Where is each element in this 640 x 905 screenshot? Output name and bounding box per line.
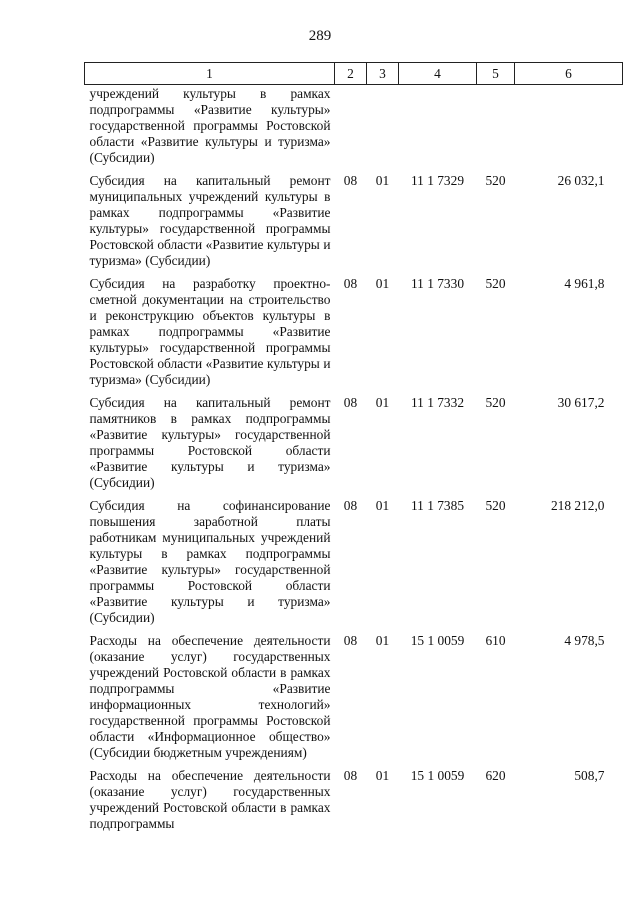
row-description: учреждений культуры в рамках подпрограммы «Развитие культуры» государственной программы Ростовской области «Развитие культуры и туризма» (Субсидии) <box>89 86 331 165</box>
row-amount: 4 978,5 <box>564 633 605 648</box>
header-col-5: 5 <box>477 63 515 85</box>
row-description: Субсидия на капитальный ремонт памятников в рамках подпрограммы «Развитие культуры» государственной программы Ростовской области «Развитие культуры и туризма» (Субсидии) <box>89 395 331 490</box>
row-description: Расходы на обеспечение деятельности (оказание услуг) государственных учреждений Ростовской области в рамках подпрограммы <box>89 768 331 831</box>
table-row <box>85 633 623 768</box>
row-expense-type: 520 <box>485 276 506 291</box>
row-expense-type <box>477 85 515 174</box>
header-col-1: 1 <box>85 63 335 85</box>
row-target-code: 11 1 7385 <box>410 498 465 513</box>
row-target-code <box>399 85 477 174</box>
row-subsection: 01 <box>375 395 390 410</box>
row-target-code: 11 1 7330 <box>410 276 465 291</box>
header-col-2: 2 <box>335 63 367 85</box>
row-amount: 508,7 <box>574 768 605 783</box>
row-amount: 218 212,0 <box>550 498 605 513</box>
row-description: Субсидия на капитальный ремонт муниципальных учреждений культуры в рамках подпрограммы «Развитие культуры» государственной программы Ростовской области «Развитие культуры и туризма» (Субсидии) <box>89 173 331 268</box>
header-col-3: 3 <box>367 63 399 85</box>
row-amount: 26 032,1 <box>557 173 605 188</box>
row-section: 08 <box>343 173 358 188</box>
table-row <box>85 395 623 498</box>
page-number: 289 <box>308 28 332 44</box>
row-section: 08 <box>343 395 358 410</box>
row-description: Расходы на обеспечение деятельности (оказание услуг) государственных учреждений Ростовской области в рамках подпрограммы «Развитие информационных технологий» государственной программы Ростовской области «Информационное общество» (Субсидии бюджетным учреждениям) <box>89 633 331 760</box>
row-description: Субсидия на разработку проектно-сметной документации на строительство и реконструкцию объектов культуры в рамках подпрограммы «Развитие культуры» государственной программы Ростовской области «Развитие культуры и туризма» (Субсидии) <box>89 276 331 387</box>
row-section: 08 <box>343 276 358 291</box>
row-target-code: 15 1 0059 <box>410 768 465 783</box>
header-col-4: 4 <box>399 63 477 85</box>
row-expense-type: 520 <box>485 395 506 410</box>
row-subsection: 01 <box>375 276 390 291</box>
table-row <box>85 276 623 395</box>
row-subsection: 01 <box>375 498 390 513</box>
row-section <box>335 85 367 174</box>
row-amount: 4 961,8 <box>564 276 605 291</box>
row-expense-type: 520 <box>485 498 506 513</box>
row-subsection: 01 <box>375 633 390 648</box>
header-col-6: 6 <box>515 63 623 85</box>
row-expense-type: 610 <box>485 633 506 648</box>
row-expense-type: 620 <box>485 768 506 783</box>
table-row <box>85 173 623 276</box>
row-target-code: 15 1 0059 <box>410 633 465 648</box>
row-amount <box>515 85 623 174</box>
row-section: 08 <box>343 633 358 648</box>
row-subsection: 01 <box>375 173 390 188</box>
row-subsection: 01 <box>375 768 390 783</box>
row-section: 08 <box>343 768 358 783</box>
table-row <box>85 768 623 839</box>
table-row <box>85 85 623 174</box>
table-row <box>85 498 623 633</box>
row-target-code: 11 1 7332 <box>410 395 465 410</box>
row-expense-type: 520 <box>485 173 506 188</box>
row-subsection <box>367 85 399 174</box>
budget-table <box>84 62 623 839</box>
row-amount: 30 617,2 <box>557 395 605 410</box>
row-target-code: 11 1 7329 <box>410 173 465 188</box>
row-section: 08 <box>343 498 358 513</box>
row-description: Субсидия на софинансирование повышения заработной платы работникам муниципальных учреждений культуры в рамках подпрограммы «Развитие культуры» государственной программы Ростовской области «Развитие культуры и туризма» (Субсидии) <box>89 498 331 625</box>
table-header-row <box>85 63 623 85</box>
